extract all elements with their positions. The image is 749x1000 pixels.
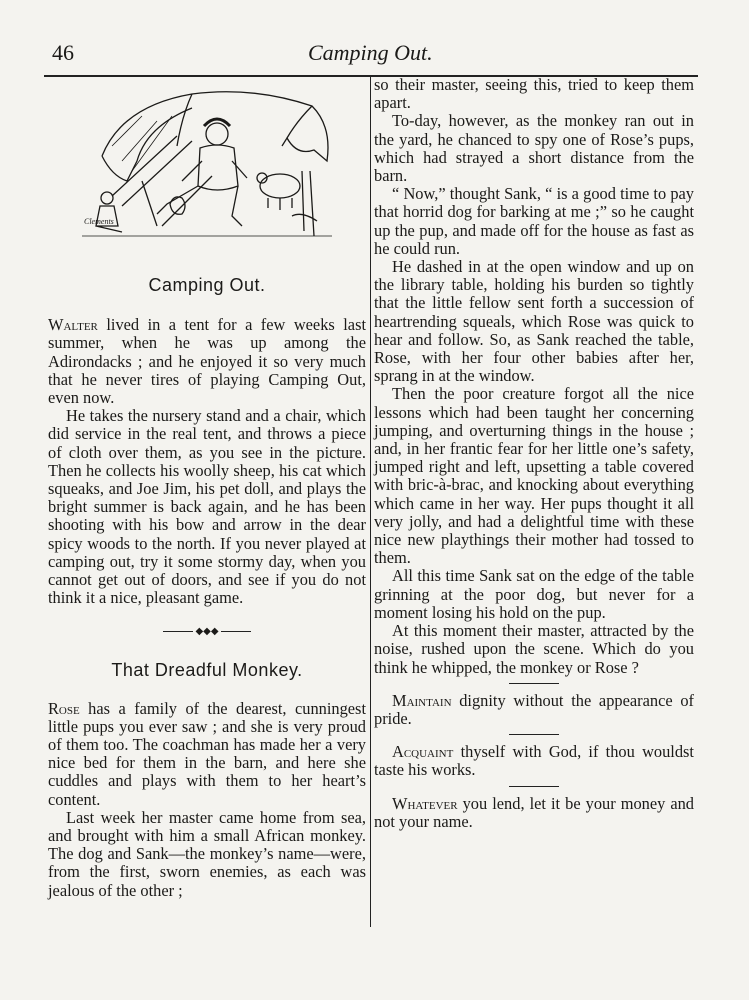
article2-paragraph-9: At this moment their master, attracted by the noise, rushed upon the scene. Which do you think he whipped, the monkey or Rose ?	[374, 621, 694, 677]
section-ornament: ◆◆◆	[48, 621, 366, 643]
article2-paragraph-4: To-day, however, as the monkey ran out in the yard, he chanced to spy one of Rose’s pups, which had strayed a short distance from the barn.	[374, 111, 694, 186]
boy-in-tent-illustration	[82, 86, 342, 246]
maxim-2-first-word: Acquaint	[392, 742, 454, 762]
divider-rule	[509, 734, 559, 735]
maxim-1-rest: dignity without the appearance of pride.	[374, 690, 694, 728]
page-number: 46	[52, 40, 74, 65]
maxim-1-first-word: Maintain	[392, 690, 452, 710]
divider-rule	[509, 683, 559, 684]
divider-rule	[509, 786, 559, 787]
article1-title: Camping Out.	[148, 275, 266, 295]
article2-paragraph-2: Last week her master came home from sea, and brought with him a small African monkey. The dog and Sank—the monkey’s name—were, from the first, sworn enemies, as each was jealous of the other ;	[48, 807, 366, 900]
article2-paragraph-3: so their master, seeing this, tried to keep them apart.	[374, 75, 694, 113]
maxim-3-first-word: Whatever	[392, 793, 458, 813]
running-head-title: Camping Out.	[308, 40, 433, 65]
article1-paragraph-2: He takes the nursery stand and a chair, which did service in the real tent, and throws a piece of cloth over them, as you see in the picture. Then he collects his woolly sheep, his cat which squeaks, and Joe Jim, his pet doll, and plays the bright summer is back again, and he has been shooting with his bow and arrow in the dear spicy woods to the north. If you never played at camping out, try it some stormy day, when you cannot get out of doors, and see if you do not think it a nice, pleasant game.	[48, 406, 366, 608]
article2-paragraph-7: Then the poor creature forgot all the nice lessons which had been taught her concerning jumping, and overturning things in the house ; and, in her frantic fear for her little one’s safety, jumped right and left, upsetting a table covered with bric-à-brac, and knocking about everything which came in her way. Her pups thought it all very jolly, and had a delightful time with these nice new playthings their mother had tossed to them.	[374, 384, 694, 568]
article2-p1-first-word: Rose	[48, 698, 80, 718]
article2-paragraph-5: “ Now,” thought Sank, “ is a good time to pay that horrid dog for barking at me ;” so he caught up the pup, and made off for the house as fast as he could run.	[374, 184, 694, 258]
article2-title: That Dreadful Monkey.	[111, 660, 303, 681]
maxim-3-rest: you lend, let it be your money and not your name.	[374, 793, 694, 831]
maxim-3	[374, 795, 694, 831]
column-divider	[370, 75, 371, 927]
article1-paragraph-1	[48, 316, 366, 407]
article2-paragraph-8: All this time Sank sat on the edge of the table grinning at the poor dog, but never for a moment losing his hold on the pup.	[374, 566, 694, 622]
maxim-2-rest: thyself with God, if thou wouldst taste his works.	[374, 742, 694, 780]
article2-paragraph-1	[48, 700, 366, 809]
article1-p1-first-word: Walter	[48, 315, 98, 335]
left-column	[48, 76, 366, 900]
article2-p1-rest: has a family of the dearest, cunningest little pups you ever saw ; and she is very proud of them too. The coachman has made her a very nice bed for them in the barn, and here she cuddles and plays with them to her heart’s content.	[48, 698, 366, 809]
right-column	[374, 76, 694, 831]
maxim-1	[374, 692, 694, 728]
article1-p1-rest: lived in a tent for a few weeks last summer, when he was up among the Adirondacks ; and he enjoyed it so very much that he never tires of playing Camping Out, even now.	[48, 315, 366, 408]
article2-paragraph-6: He dashed in at the open window and up on the library table, holding his burden so tightly that the little fellow sent forth a succession of heartrending squeals, which Rose was quick to hear and follow. So, as Sank reached the table, Rose, with her four other babies after her, sprang in at the window.	[374, 257, 694, 386]
maxim-2	[374, 743, 694, 779]
artist-signature: Clements	[84, 217, 114, 226]
